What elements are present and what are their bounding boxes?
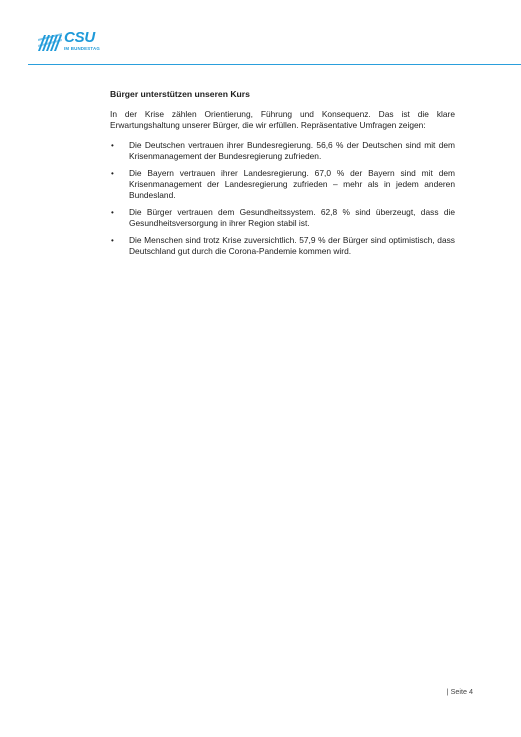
list-item-text: Die Deutschen vertrauen ihrer Bundesregierung. 56,6 % der Deutschen sind mit dem Krisenmanagement der Bundesregierung zufrieden. [129,140,455,161]
logo-subtext: IM BUNDESTAG [64,46,100,51]
page-header [0,0,521,66]
bullet-icon: • [111,208,114,217]
bullet-icon: • [111,169,114,178]
list-item-text: Die Bayern vertrauen ihrer Landesregierung. 67,0 % der Bayern sind mit dem Krisenmanagement der Landesregierung zufrieden – mehr als in jedem anderen Bundesland. [129,168,455,200]
list-item [110,168,455,201]
list-item-text: Die Bürger vertrauen dem Gesundheitssystem. 62,8 % sind überzeugt, dass die Gesundheitsversorgung in ihrer Region stabil ist. [129,207,455,228]
main-content [110,89,455,263]
intro-paragraph: In der Krise zählen Orientierung, Führung und Konsequenz. Das ist die klare Erwartungshaltung unserer Bürger, die wir erfüllen. Repräsentative Umfragen zeigen: [110,109,455,130]
bullet-list [110,140,455,257]
logo-text: CSU [64,29,96,46]
page-number: | Seite 4 [446,687,473,696]
csu-emblem-icon [36,29,64,55]
bullet-icon: • [111,236,114,245]
bullet-icon: • [111,141,114,150]
list-item-text: Die Menschen sind trotz Krise zuversichtlich. 57,9 % der Bürger sind optimistisch, dass Deutschland gut durch die Corona-Pandemie kommen wird. [129,235,455,256]
csu-logo [36,29,106,57]
header-divider [28,64,521,65]
list-item [110,207,455,229]
list-item [110,235,455,257]
list-item [110,140,455,162]
section-heading: Bürger unterstützen unseren Kurs [110,89,250,99]
